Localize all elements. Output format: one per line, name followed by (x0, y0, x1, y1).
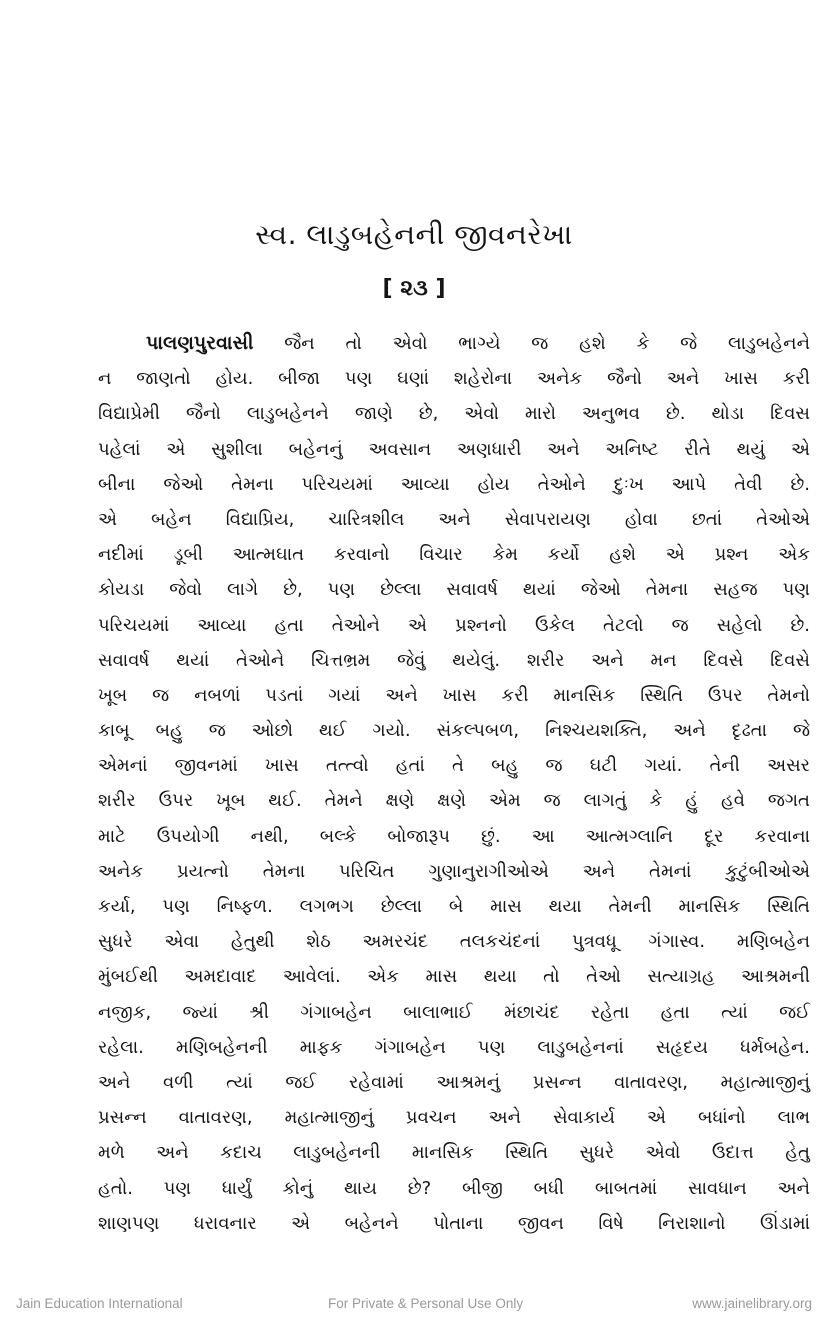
text-line: પ્રસન્ન વાતાવરણ, મહાત્માજીનું પ્રવચન અને સેવાકાર્ય એ બધાંનો લાભ (98, 1107, 810, 1129)
text-line: હતો. પણ ધાર્યું કોનું થાય છે? બીજી બધી બાબતમાં સાવધાન અને (98, 1177, 810, 1199)
footer-usage-notice: For Private & Personal Use Only (328, 1296, 524, 1311)
line-text: જૈન તો એવો ભાગ્યે જ હશે કે જે લાડુબહેનને (253, 333, 810, 354)
text-line: કાબૂ બહુ જ ઓછો થઈ ગયો. સંકલ્પબળ, નિશ્ચયશક્તિ, અને દૃઢતા જે (98, 720, 810, 742)
body-paragraph (98, 326, 810, 1241)
text-line: એમનાં જીવનમાં ખાસ તત્ત્વો હતાં તે બહુ જ ઘટી ગયાં. તેની અસર (98, 755, 810, 777)
text-line: પહેલાં એ સુશીલા બહેનનું અવસાન અણધારી અને અનિષ્ટ રીતે થયું એ (98, 438, 810, 460)
lead-word: પાલણપુરવાસી (146, 332, 254, 354)
text-line: ખૂબ જ નબળાં પડતાં ગયાં અને ખાસ કરી માનસિક સ્થિતિ ઉપર તેમનો (98, 684, 810, 706)
footer-website-link[interactable]: www.jainelibrary.org (692, 1296, 812, 1311)
text-line: કોયડા જેવો લાગે છે, પણ છેલ્લા સવાવર્ષ થયાં જેઓ તેમના સહજ પણ (98, 579, 810, 601)
text-line: સવાવર્ષ થયાં તેઓને ચિત્તભ્રમ જેવું થયેલું. શરીર અને મન દિવસે દિવસે (98, 649, 810, 671)
text-line: મુંબઈથી અમદાવાદ આવેલાં. એક માસ થયા તો તેઓ સત્યાગ્રહ આશ્રમની (98, 966, 810, 988)
text-line: નદીમાં ડૂબી આત્મઘાત કરવાનો વિચાર કેમ કર્યો હશે એ પ્રશ્ન એક (98, 544, 810, 566)
text-line: શાણપણ ધરાવનાર એ બહેનને પોતાના જીવન વિષે નિરાશાનો ઊંડામાં (98, 1212, 810, 1234)
page-footer (0, 1296, 828, 1320)
chapter-number: [ ૨૩ ] (382, 276, 446, 301)
text-line: કર્યા, પણ નિષ્ફળ. લગભગ છેલ્લા બે માસ થયા તેમની માનસિક સ્થિતિ (98, 896, 810, 917)
text-line: માટે ઉપયોગી નથી, બલ્કે બોજારૂપ છું. આ આત્મગ્લાનિ દૂર કરવાના (98, 825, 810, 847)
text-line: પરિચયમાં આવ્યા હતા તેઓને એ પ્રશ્નનો ઉકેલ તેટલો જ સહેલો છે. (98, 614, 810, 636)
text-line (98, 326, 810, 361)
text-line: શરીર ઉપર ખૂબ થઈ. તેમને ક્ષણે ક્ષણે એમ જ લાગતું કે હું હવે જગત (98, 790, 810, 812)
text-line: એ બહેન વિદ્યાપ્રિય, ચારિત્રશીલ અને સેવાપરાયણ હોવા છતાં તેઓએ (98, 508, 810, 530)
text-line: રહેલા. મણિબહેનની માફક ગંગાબહેન પણ લાડુબહેનનાં સહૃદય ધર્મબહેન. (98, 1036, 810, 1058)
text-line: અને વળી ત્યાં જઈ રહેવામાં આશ્રમનું પ્રસન્ન વાતાવરણ, મહાત્માજીનું (98, 1071, 810, 1093)
text-line: મળે અને કદાચ લાડુબહેનની માનસિક સ્થિતિ સુધરે એવો ઉદાત્ત હેતુ (98, 1142, 810, 1164)
text-line: અનેક પ્રયત્નો તેમના પરિચિત ગુણાનુરાગીઓએ અને તેમનાં કુટુંબીઓએ (98, 860, 810, 882)
text-line: સુધરે એવા હેતુથી શેઠ અમરચંદ તલકચંદનાં પુત્રવધૂ ગંગાસ્વ. મણિબહેન (98, 931, 810, 953)
page-title: સ્વ. લાડુબહેનની જીવનરેખા (255, 218, 573, 251)
text-line: નજીક, જ્યાં શ્રી ગંગાબહેન બાલાભાઈ મંછાચંદ રહેતા હતા ત્યાં જઈ (98, 1001, 810, 1023)
text-line: ન જાણતો હોય. બીજા પણ ઘણાં શહેરોના અનેક જૈનો અને ખાસ કરી (98, 368, 810, 390)
text-line: વિદ્યાપ્રેમી જૈનો લાડુબહેનને જાણે છે, એવો મારો અનુભવ છે. થોડા દિવસ (98, 403, 810, 425)
text-line: બીના જેઓ તેમના પરિચયમાં આવ્યા હોય તેઓને દુઃખ આપે તેવી છે. (98, 473, 810, 495)
footer-publisher: Jain Education International (16, 1296, 183, 1311)
